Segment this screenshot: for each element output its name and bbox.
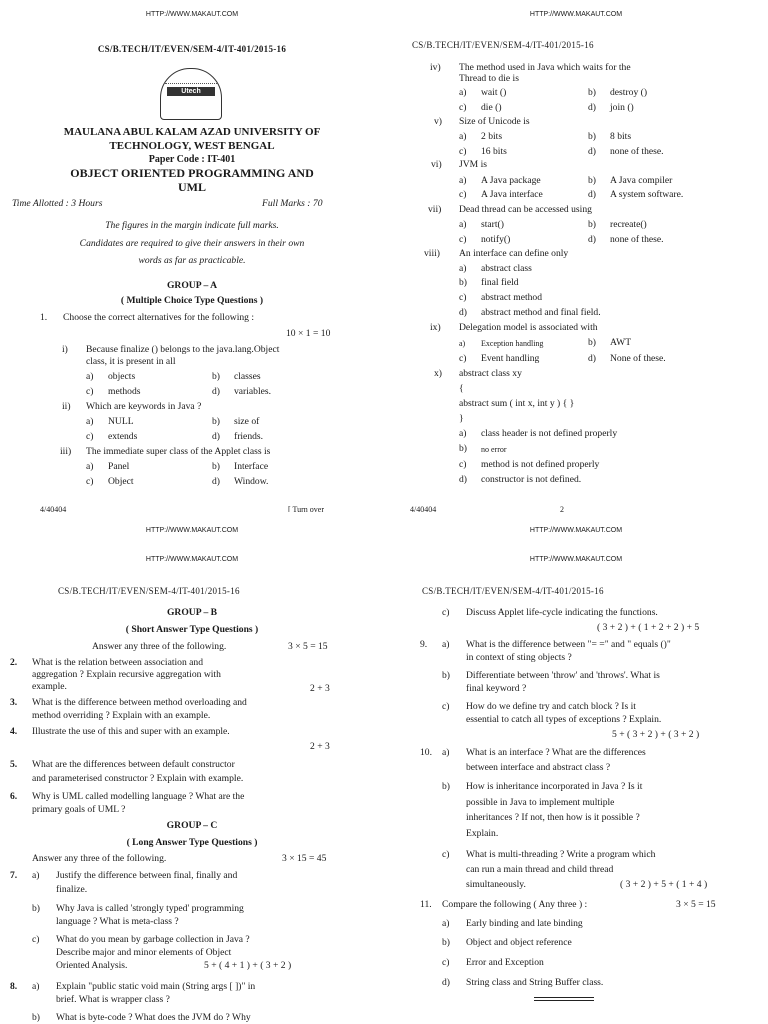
option-label: b)	[212, 416, 220, 427]
question-text: between interface and abstract class ?	[466, 762, 611, 773]
question-text: JVM is	[459, 159, 487, 170]
option-text: notify()	[481, 234, 511, 245]
option-label: a)	[459, 263, 467, 274]
question-text: An interface can define only	[459, 248, 569, 259]
option-text: abstract class	[481, 263, 532, 274]
option-text: abstract method and final field.	[481, 307, 601, 318]
question-text: What do you mean by garbage collection in Java ?	[56, 934, 250, 945]
question-number: 6.	[10, 791, 18, 802]
question-number: 5.	[10, 759, 18, 770]
option-text: objects	[108, 371, 136, 382]
question-text: What is the difference between "= =" and " equals ()"	[466, 639, 671, 650]
question-text: The method used in Java which waits for the	[459, 62, 631, 73]
option-text: none of these.	[610, 234, 664, 245]
subquestion-number: iii)	[60, 446, 72, 457]
exam-page-1	[0, 0, 384, 512]
subquestion-number: i)	[62, 344, 68, 355]
question-text: inheritances ? If not, then how is it possible ?	[466, 812, 640, 823]
question-text: Oriented Analysis.	[56, 960, 128, 971]
option-text: Object and object reference	[466, 937, 572, 948]
site-url: HTTP://WWW.MAKAUT.COM	[529, 556, 623, 563]
subquestion-label: a)	[32, 981, 40, 992]
site-url: HTTP://WWW.MAKAUT.COM	[145, 11, 239, 18]
option-text: constructor is not defined.	[481, 474, 582, 485]
question-text: What is an interface ? What are the differences	[466, 747, 646, 758]
question-text: Illustrate the use of this and super with an example.	[32, 726, 230, 737]
question-text: Justify the difference between final, finally and	[56, 870, 238, 881]
exam-page-4	[384, 512, 768, 1024]
option-label: b)	[459, 443, 467, 454]
subquestion-label: c)	[442, 701, 450, 712]
question-text: in context of sting objects ?	[466, 652, 572, 663]
option-text: die ()	[481, 102, 502, 113]
option-text: Object	[108, 476, 134, 487]
question-text: What is byte-code ? What does the JVM do ? Why	[56, 1012, 251, 1023]
question-text: Size of Unicode is	[459, 116, 530, 127]
option-text: 16 bits	[481, 146, 507, 157]
option-text: NULL	[108, 416, 134, 427]
question-text: Discuss Applet life-cycle indicating the functions.	[466, 607, 658, 618]
question-text: Why Java is called 'strongly typed' programming	[56, 903, 244, 914]
group-subtitle: ( Long Answer Type Questions )	[126, 837, 258, 848]
option-label: c)	[459, 234, 467, 245]
roll-code: 4/40404	[40, 505, 67, 512]
option-label: c)	[459, 459, 467, 470]
option-label: c)	[459, 292, 467, 303]
university-logo	[160, 68, 222, 120]
question-text: final keyword ?	[466, 683, 527, 694]
group-title: GROUP – B	[166, 607, 218, 618]
question-text: How do we define try and catch block ? Is it	[466, 701, 636, 712]
site-url: HTTP://WWW.MAKAUT.COM	[145, 556, 239, 563]
option-text: class header is not defined properly	[481, 428, 618, 439]
option-label: d)	[212, 431, 220, 442]
option-text: none of these.	[610, 146, 664, 157]
subquestion-label: c)	[442, 607, 450, 618]
option-text: Exception handling	[481, 339, 544, 348]
subquestion-label: b)	[442, 670, 450, 681]
question-number: 8.	[10, 981, 18, 992]
option-text: friends.	[234, 431, 264, 442]
turn-over: [ Turn over	[288, 505, 325, 512]
option-text: start()	[481, 219, 504, 230]
paper-header-code: CS/B.TECH/IT/EVEN/SEM-4/IT-401/2015-16	[412, 40, 594, 50]
option-label: a)	[459, 131, 467, 142]
option-text: Error and Exception	[466, 957, 544, 968]
question-text: Dead thread can be accessed using	[459, 204, 592, 215]
option-label: c)	[459, 146, 467, 157]
code-line: {	[459, 383, 464, 394]
question-text: What is the difference between method overloading and	[32, 697, 247, 708]
question-marks: 3 × 5 = 15	[676, 899, 716, 910]
question-text: Differentiate between 'throw' and 'throws'. What is	[466, 670, 660, 681]
subquestion-label: d)	[442, 977, 450, 988]
site-url: HTTP://WWW.MAKAUT.COM	[145, 527, 239, 534]
option-text: Interface	[234, 461, 269, 472]
end-rule	[534, 1000, 594, 1001]
question-text: can run a main thread and child thread	[466, 864, 614, 875]
question-number: 9.	[420, 639, 428, 650]
question-text: language ? What is meta-class ?	[56, 916, 179, 927]
subquestion-number: viii)	[424, 248, 440, 259]
question-text: Compare the following ( Any three ) :	[442, 899, 588, 910]
subquestion-label: c)	[442, 957, 450, 968]
question-marks: 3 × 5 = 15	[288, 641, 328, 652]
option-label: c)	[86, 386, 94, 397]
option-label: d)	[459, 474, 467, 485]
subquestion-label: b)	[442, 781, 450, 792]
option-label: c)	[86, 431, 94, 442]
question-text: finalize.	[56, 884, 88, 895]
option-label: a)	[86, 461, 94, 472]
question-text: Choose the correct alternatives for the following :	[63, 312, 255, 323]
option-text: final field	[481, 277, 519, 288]
question-marks: 5 + ( 3 + 2 ) + ( 3 + 2 )	[612, 729, 700, 740]
code-line: abstract class xy	[459, 368, 522, 379]
group-subtitle: ( Multiple Choice Type Questions )	[120, 295, 264, 306]
question-marks: 2 + 3	[310, 683, 330, 694]
subquestion-label: a)	[442, 918, 450, 929]
question-text: How is inheritance incorporated in Java ? Is it	[466, 781, 643, 792]
option-text: String class and String Buffer class.	[466, 977, 604, 988]
option-text: Early binding and late binding	[466, 918, 583, 929]
group-title: GROUP – C	[166, 820, 218, 831]
option-label: d)	[588, 102, 596, 113]
subquestion-label: b)	[32, 903, 40, 914]
option-label: d)	[588, 189, 596, 200]
option-label: a)	[459, 219, 467, 230]
option-label: a)	[459, 87, 467, 98]
question-text: What are the differences between default constructor	[32, 759, 235, 770]
site-url: HTTP://WWW.MAKAUT.COM	[529, 527, 623, 534]
question-text: Thread to die is	[459, 73, 519, 84]
option-text: A Java package	[481, 175, 541, 186]
option-text: recreate()	[610, 219, 647, 230]
option-label: b)	[588, 337, 596, 348]
question-text: What is multi-threading ? Write a program which	[466, 849, 656, 860]
option-text: A Java compiler	[610, 175, 673, 186]
question-marks: 5 + ( 4 + 1 ) + ( 3 + 2 )	[204, 960, 292, 971]
option-label: b)	[588, 131, 596, 142]
option-text: variables.	[234, 386, 272, 397]
question-number: 4.	[10, 726, 18, 737]
option-text: Window.	[234, 476, 269, 487]
subquestion-number: vi)	[431, 159, 442, 170]
option-text: Event handling	[481, 353, 540, 364]
option-text: 2 bits	[481, 131, 503, 142]
question-text: Because finalize () belongs to the java.lang.Object	[86, 344, 280, 355]
university-name: MAULANA ABUL KALAM AZAD UNIVERSITY OF	[63, 126, 321, 138]
question-text: Which are keywords in Java ?	[86, 401, 202, 412]
exam-page-2	[384, 0, 768, 512]
option-text: size of	[234, 416, 260, 427]
option-label: b)	[212, 461, 220, 472]
option-text: classes	[234, 371, 261, 382]
paper-code: Paper Code : IT-401	[148, 154, 236, 165]
paper-title-2: UML	[178, 180, 206, 194]
page-number: 2	[560, 505, 564, 512]
question-number: 1.	[40, 312, 48, 323]
option-label: d)	[212, 476, 220, 487]
code-line: abstract sum ( int x, int y ) { }	[459, 398, 575, 409]
subquestion-label: a)	[442, 639, 450, 650]
subquestion-label: c)	[32, 934, 40, 945]
question-marks: 10 × 1 = 10	[286, 328, 331, 339]
option-text: Panel	[108, 461, 130, 472]
question-text: simultaneously.	[466, 879, 526, 890]
subquestion-number: iv)	[430, 62, 441, 73]
time-allotted: Time Allotted : 3 Hours	[12, 198, 103, 209]
option-label: b)	[588, 175, 596, 186]
option-text: A Java interface	[481, 189, 543, 200]
question-number: 2.	[10, 657, 18, 668]
question-text: example.	[32, 681, 67, 692]
question-number: 11.	[420, 899, 432, 910]
option-label: c)	[459, 102, 467, 113]
question-text: Explain.	[466, 828, 499, 839]
option-text: AWT	[610, 337, 632, 348]
paper-header-code: CS/B.TECH/IT/EVEN/SEM-4/IT-401/2015-16	[97, 44, 287, 54]
option-text: no error	[481, 445, 507, 454]
subquestion-label: b)	[442, 937, 450, 948]
question-text: primary goals of UML ?	[32, 804, 126, 815]
option-label: a)	[459, 339, 466, 348]
option-label: d)	[212, 386, 220, 397]
option-label: c)	[459, 189, 467, 200]
question-number: 10.	[420, 747, 432, 758]
question-text: possible in Java to implement multiple	[466, 797, 615, 808]
option-text: join ()	[610, 102, 634, 113]
option-text: abstract method	[481, 292, 543, 303]
option-label: b)	[459, 277, 467, 288]
instruction-line: The figures in the margin indicate full marks.	[105, 220, 279, 231]
option-label: b)	[212, 371, 220, 382]
paper-header-code: CS/B.TECH/IT/EVEN/SEM-4/IT-401/2015-16	[422, 586, 604, 596]
roll-code: 4/40404	[410, 505, 437, 512]
paper-header-code: CS/B.TECH/IT/EVEN/SEM-4/IT-401/2015-16	[58, 586, 240, 596]
instruction-line: words as far as practicable.	[138, 255, 246, 266]
question-text: Delegation model is associated with	[459, 322, 598, 333]
subquestion-number: vii)	[428, 204, 442, 215]
question-text: class, it is present in all	[86, 356, 176, 367]
option-label: a)	[459, 175, 467, 186]
question-text: and parameterised constructor ? Explain with example.	[32, 773, 244, 784]
instruction-line: Answer any three of the following.	[92, 641, 227, 652]
question-marks: 3 × 15 = 45	[282, 853, 327, 864]
question-text: method overriding ? Explain with an example.	[32, 710, 211, 721]
option-text: extends	[108, 431, 138, 442]
exam-page-3	[0, 512, 384, 1024]
option-text: None of these.	[610, 353, 666, 364]
question-text: Explain "public static void main (String args [ ])" in	[56, 981, 256, 992]
subquestion-number: ix)	[430, 322, 441, 333]
question-marks: 2 + 3	[310, 741, 330, 752]
question-text: Why is UML called modelling language ? What are the	[32, 791, 245, 802]
question-text: The immediate super class of the Applet class is	[86, 446, 271, 457]
option-text: wait ()	[481, 87, 507, 98]
subquestion-number: x)	[434, 368, 442, 379]
option-label: c)	[459, 353, 467, 364]
question-text: What is the relation between association and	[32, 657, 204, 668]
university-name-2: TECHNOLOGY, WEST BENGAL	[109, 140, 275, 152]
end-rule	[534, 997, 594, 998]
option-label: b)	[588, 219, 596, 230]
subquestion-label: b)	[32, 1012, 40, 1023]
option-label: a)	[459, 428, 467, 439]
option-text: A system software.	[610, 189, 684, 200]
instruction-line: Candidates are required to give their answers in their own	[79, 238, 305, 249]
group-title: GROUP – A	[166, 280, 218, 291]
full-marks: Full Marks : 70	[262, 198, 323, 209]
option-label: b)	[588, 87, 596, 98]
option-label: d)	[588, 146, 596, 157]
paper-title: OBJECT ORIENTED PROGRAMMING AND	[70, 166, 314, 180]
subquestion-label: c)	[442, 849, 450, 860]
subquestion-label: a)	[32, 870, 40, 881]
instruction-line: Answer any three of the following.	[32, 853, 167, 864]
question-text: brief. What is wrapper class ?	[56, 994, 170, 1005]
question-text: aggregation ? Explain recursive aggregation with	[32, 669, 221, 680]
subquestion-label: a)	[442, 747, 450, 758]
code-line: }	[459, 413, 464, 424]
question-marks: ( 3 + 2 ) + ( 1 + 2 + 2 ) + 5	[597, 622, 700, 633]
question-text: Describe major and minor elements of Object	[56, 947, 232, 958]
option-label: a)	[86, 371, 94, 382]
question-number: 7.	[10, 870, 18, 881]
question-number: 3.	[10, 697, 18, 708]
subquestion-number: ii)	[62, 401, 71, 412]
question-text: essential to catch all types of exceptions ? Explain.	[466, 714, 662, 725]
subquestion-number: v)	[434, 116, 442, 127]
option-label: d)	[459, 307, 467, 318]
site-url: HTTP://WWW.MAKAUT.COM	[529, 11, 623, 18]
question-marks: ( 3 + 2 ) + 5 + ( 1 + 4 )	[620, 879, 708, 890]
option-label: d)	[588, 234, 596, 245]
logo-text: Utech	[167, 87, 215, 96]
option-label: a)	[86, 416, 94, 427]
option-label: d)	[588, 353, 596, 364]
option-text: methods	[108, 386, 141, 397]
option-text: method is not defined properly	[481, 459, 600, 470]
group-subtitle: ( Short Answer Type Questions )	[125, 624, 259, 635]
option-text: destroy ()	[610, 87, 648, 98]
option-label: c)	[86, 476, 94, 487]
option-text: 8 bits	[610, 131, 632, 142]
